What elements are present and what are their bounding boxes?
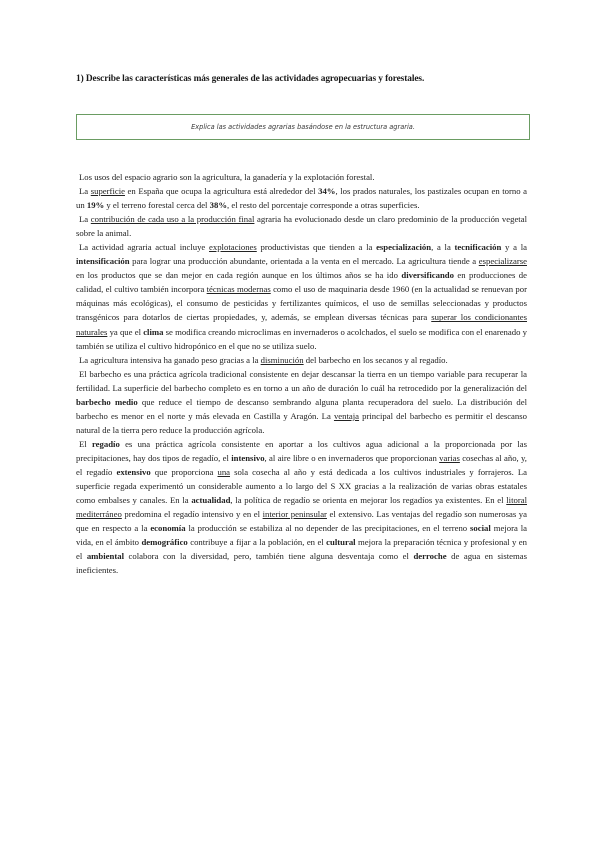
paragraph — [76, 353, 527, 367]
text-run: , a la — [431, 242, 455, 253]
bold-term: diversificando — [401, 270, 454, 281]
paragraph — [76, 437, 527, 577]
underlined-term: superar los condicionantes naturales — [76, 312, 528, 337]
bold-term: 38% — [209, 200, 228, 211]
underlined-term: especializarse — [478, 256, 527, 267]
text-run: , al aire libre o en invernaderos que proporcionan — [264, 452, 440, 463]
underlined-term: interior peninsular — [262, 509, 327, 520]
text-run: en los productos que se dan mejor en cada región aunque en los últimos años se ha ido — [76, 270, 402, 281]
bold-term: actualidad — [191, 495, 231, 506]
underlined-term: técnicas modernas — [206, 284, 271, 295]
underlined-term: explotaciones — [209, 242, 257, 253]
text-run: en España que ocupa la agricultura está alrededor del — [124, 186, 319, 197]
bold-term: intensivo — [231, 452, 265, 463]
bold-term: derroche — [413, 551, 447, 562]
underlined-term: contribución de cada uso a la producción final — [90, 214, 255, 225]
bold-term: intensificación — [76, 256, 130, 267]
paragraph — [76, 184, 527, 212]
underlined-term: ventaja — [333, 410, 360, 421]
bold-term: regadío — [91, 438, 120, 449]
bold-term: ambiental — [86, 551, 124, 562]
bold-term: barbecho medio — [76, 396, 138, 407]
text-run: del barbecho en los secanos y al regadío. — [303, 354, 448, 365]
text-run: que proporciona — [150, 466, 218, 477]
text-run: El — [79, 438, 92, 449]
text-run: agraria ha evolucionado desde un claro predominio de la producción vegetal sobre la animal. — [76, 214, 527, 239]
text-run: La agricultura intensiva ha ganado peso gracias a la — [79, 354, 261, 365]
text-run: predomina el regadío intensivo y en el — [121, 509, 263, 520]
text-run: se modifica creando microclimas en invernaderos o acolchados, el suelo se modifica con el enarenado y también se utiliza el cultivo hidropónico en el que no se utiliza suelo. — [76, 326, 527, 351]
text-run: de agua en sistemas ineficientes. — [76, 551, 527, 576]
text-run: , el resto del porcentaje corresponde a otras superficies. — [227, 200, 420, 211]
text-run: La actividad agraria actual incluye — [79, 242, 210, 253]
text-run: , los prados naturales, los pastizales ocupan en torno a un — [76, 186, 527, 211]
text-run: cosechas al año, y, el regadío — [76, 452, 527, 477]
text-run: que reduce el tiempo de descanso sembrando alguna planta recuperadora del suelo. La distribución del barbecho es menor en el norte y más elevada en Castilla y Aragón. La — [76, 396, 528, 421]
instruction-box — [76, 114, 530, 140]
text-run: principal del barbecho es permitir el descanso natural de la tierra pero reduce la producción agrícola. — [76, 410, 527, 435]
bold-term: clima — [143, 326, 164, 337]
text-run: Los usos del espacio agrario son la agricultura, la ganadería y la explotación forestal. — [79, 172, 375, 182]
underlined-term: litoral mediterráneo — [76, 495, 527, 520]
text-run: sola cosecha al año y está dedicada a los cultivos industriales y forrajeros. La superficie regada experimentó un considerable aumento a lo largo del S XX gracias a la realización de varias obras estatales como embalses y canales. En la — [76, 466, 527, 506]
paragraph — [76, 367, 527, 437]
text-run: mejora la preparación técnica y profesional y en el — [76, 537, 527, 562]
underlined-term: superficie — [90, 186, 125, 197]
text-run: mejora la vida, en el ámbito — [76, 523, 528, 548]
bold-term: especialización — [376, 242, 432, 253]
text-run: La — [79, 214, 91, 225]
instruction-text: Explica las actividades agrarias basándose en la estructura agraria. — [191, 123, 415, 131]
text-run: , la política de regadío se orienta en mejorar los regadíos ya existentes. En el — [230, 495, 507, 506]
text-run: para lograr una producción abundante, orientada a la venta en el mercado. La agricultura tiende a — [129, 256, 479, 267]
answer-body — [76, 170, 527, 577]
text-run: el extensivo. Las ventajas del regadío son numerosas ya que en respecto a la — [76, 509, 527, 534]
text-run: es una práctica agrícola consistente en aportar a los cultivos agua adicional a la proporcionada por las precipitaciones, hay dos tipos de regadío, el — [76, 438, 527, 463]
text-run: y a la — [501, 242, 527, 253]
text-run: en producciones de calidad, el cultivo también incorpora — [76, 270, 528, 295]
paragraph — [76, 212, 527, 240]
paragraph — [76, 240, 527, 352]
bold-term: cultural — [326, 537, 356, 548]
text-run: como el uso de maquinaria desde 1960 (en la actualidad se renuevan por máquinas más ecológicas), el consumo de pesticidas y fertilizantes químicos, el uso de semillas seleccionadas y productos transgénicos para dotarlos de ciertas propiedades, y, además, se emplean diversas técnicas para — [76, 284, 527, 323]
question-heading: 1) Describe las características más generales de las actividades agropecuarias y forestales. — [76, 74, 425, 84]
text-run: El barbecho es una práctica agrícola tradicional consistente en dejar descansar la tierra en un tiempo variable para recuperar la fertilidad. La superficie del barbecho completo es en torno a un año de duración lo cuál ha retrocedido por la generalización del — [76, 368, 527, 393]
text-run: y el terreno forestal cerca del — [104, 200, 210, 211]
underlined-term: una — [217, 466, 231, 477]
bold-term: 19% — [86, 200, 105, 211]
paragraph — [76, 170, 527, 184]
text-run: productivistas que tienden a la — [256, 242, 377, 253]
text-run: La — [79, 186, 91, 197]
bold-term: economía — [150, 523, 186, 534]
bold-term: tecnificación — [454, 242, 502, 253]
bold-term: social — [470, 523, 491, 534]
underlined-term: disminución — [260, 354, 304, 365]
bold-term: 34% — [318, 186, 336, 197]
text-run: la producción se estabiliza al no depender de las precipitaciones, en el terreno — [185, 523, 471, 534]
text-run: ya que el — [107, 326, 144, 337]
bold-term: extensivo — [116, 466, 151, 477]
text-run: contribuye a fijar a la población, en el — [187, 537, 327, 548]
underlined-term: varias — [439, 452, 460, 463]
bold-term: demográfico — [141, 537, 188, 548]
text-run: colabora con la diversidad, pero, también tiene alguna desventaja como el — [123, 551, 414, 562]
